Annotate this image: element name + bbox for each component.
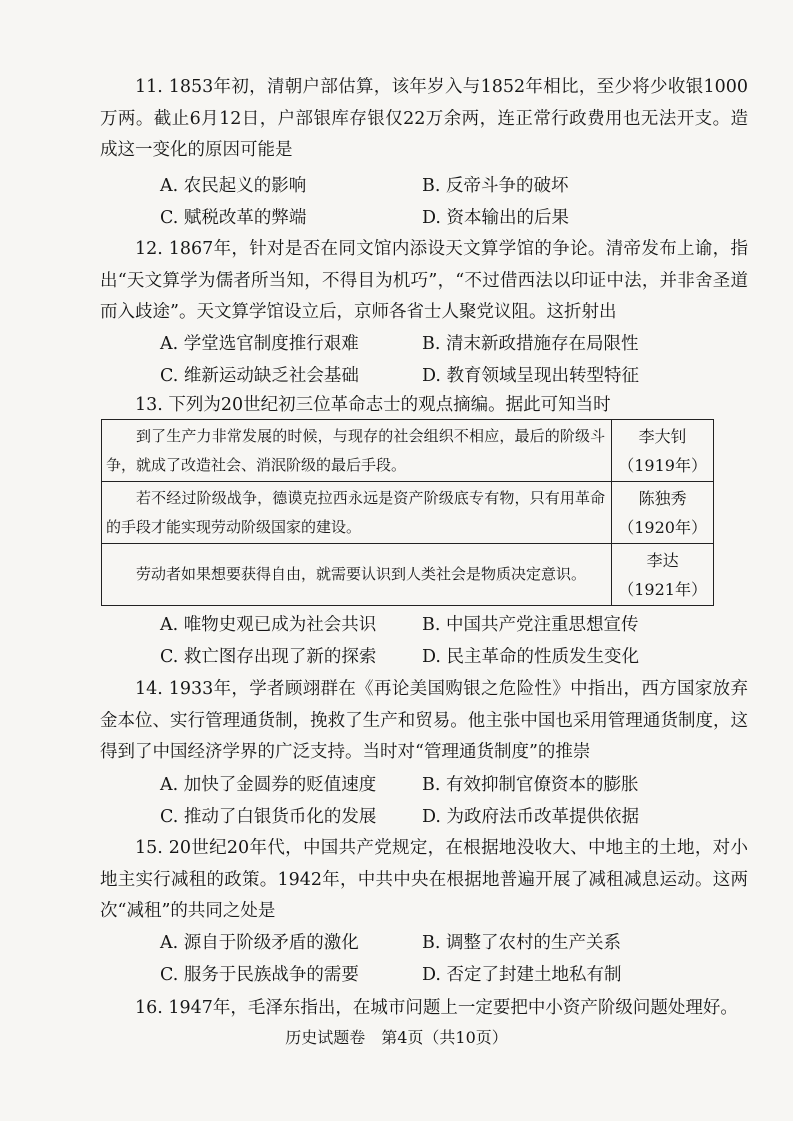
table-row: [102, 544, 714, 606]
question-15-options: [160, 928, 684, 991]
question-13-options: [160, 610, 684, 673]
quote-year: （1919年）: [618, 455, 707, 475]
question-14: [100, 674, 748, 769]
quotes-table: [101, 419, 714, 606]
option-b: B. 清末新政措施存在局限性: [422, 334, 639, 354]
option-a: A. 学堂选官制度推行艰难: [160, 334, 359, 354]
table-row: [102, 482, 714, 544]
quote-year: （1921年）: [618, 579, 707, 599]
question-stem: 12. 1867年，针对是否在同文馆内添设天文算学馆的争论。清帝发布上谕，指出“天文算学为儒者所当知，不得目为机巧”，“不过借西法以印证中法，并非舍圣道而入歧途”。天文算学馆设立后，京师各省士人聚党议阻。这折射出: [100, 239, 748, 322]
option-c: C. 服务于民族战争的需要: [160, 964, 359, 985]
option-d: D. 教育领域呈现出转型特征: [422, 365, 640, 386]
quote-text: 到了生产力非常发展的时候，与现存的社会组织不相应，最后的阶级斗争，就成了改造社会、消泯阶级的最后手段。: [102, 420, 612, 482]
question-12-options: [160, 329, 684, 392]
question-11: [100, 72, 748, 167]
quote-author-cell: [612, 544, 714, 606]
question-stem: 11. 1853年初，清朝户部估算，该年岁入与1852年相比，至少将少收银1000万两。截止6月12日，户部银库存银仅22万余两，连正常行政费用也无法开支。造成这一变化的原因可能是: [100, 77, 748, 160]
question-stem: 16. 1947年，毛泽东指出，在城市问题上一定要把中小资产阶级问题处理好。: [135, 998, 738, 1018]
option-d: D. 为政府法币改革提供依据: [422, 806, 640, 827]
question-stem: 15. 20世纪20年代，中国共产党规定，在根据地没收大、中地主的土地，对小地主实行减租的政策。1942年，中共中央在根据地普遍开展了减租减息运动。这两次“减租”的共同之处是: [100, 838, 748, 921]
option-c: C. 救亡图存出现了新的探索: [160, 646, 377, 667]
quote-author-cell: [612, 482, 714, 544]
option-a: A. 农民起义的影响: [160, 176, 307, 196]
option-b: B. 反帝斗争的破坏: [422, 176, 569, 196]
question-14-options: [160, 770, 684, 833]
quote-author: 李大钊: [638, 426, 687, 446]
quote-author: 李达: [646, 550, 679, 570]
option-b: B. 调整了农村的生产关系: [422, 933, 621, 953]
option-a: A. 加快了金圆券的贬值速度: [160, 775, 377, 795]
quote-text: 劳动者如果想要获得自由，就需要认识到人类社会是物质决定意识。: [102, 544, 612, 606]
question-stem: 14. 1933年，学者顾翊群在《再论美国购银之危险性》中指出，西方国家放弃金本位、实行管理通货制，挽救了生产和贸易。他主张中国也采用管理通货制度，这得到了中国经济学界的广泛支持。当时对“管理通货制度”的推崇: [100, 679, 748, 762]
option-c: C. 维新运动缺乏社会基础: [160, 365, 359, 386]
option-d: D. 否定了封建土地私有制: [422, 964, 622, 985]
quote-author-cell: [612, 420, 714, 482]
page-footer: 历史试题卷 第4页（共10页）: [285, 1028, 508, 1047]
question-16: [100, 993, 748, 1025]
table-row: [102, 420, 714, 482]
quote-author: 陈独秀: [638, 488, 687, 508]
quote-text: 若不经过阶级战争，德谟克拉西永远是资产阶级底专有物，只有用革命的手段才能实现劳动阶级国家的建设。: [102, 482, 612, 544]
quote-year: （1920年）: [618, 517, 707, 537]
question-12: [100, 234, 748, 329]
option-d: D. 民主革命的性质发生变化: [422, 646, 640, 667]
question-15: [100, 833, 748, 928]
option-b: B. 中国共产党注重思想宣传: [422, 615, 639, 635]
option-c: C. 推动了白银货币化的发展: [160, 806, 377, 827]
option-d: D. 资本输出的后果: [422, 207, 570, 228]
option-a: A. 源自于阶级矛盾的激化: [160, 933, 359, 953]
question-11-options: [160, 171, 684, 234]
option-a: A. 唯物史观已成为社会共识: [160, 615, 377, 635]
question-stem: 13. 下列为20世纪初三位革命志士的观点摘编。据此可知当时: [135, 395, 611, 415]
question-13: [100, 390, 748, 422]
option-b: B. 有效抑制官僚资本的膨胀: [422, 775, 639, 795]
option-c: C. 赋税改革的弊端: [160, 207, 307, 228]
